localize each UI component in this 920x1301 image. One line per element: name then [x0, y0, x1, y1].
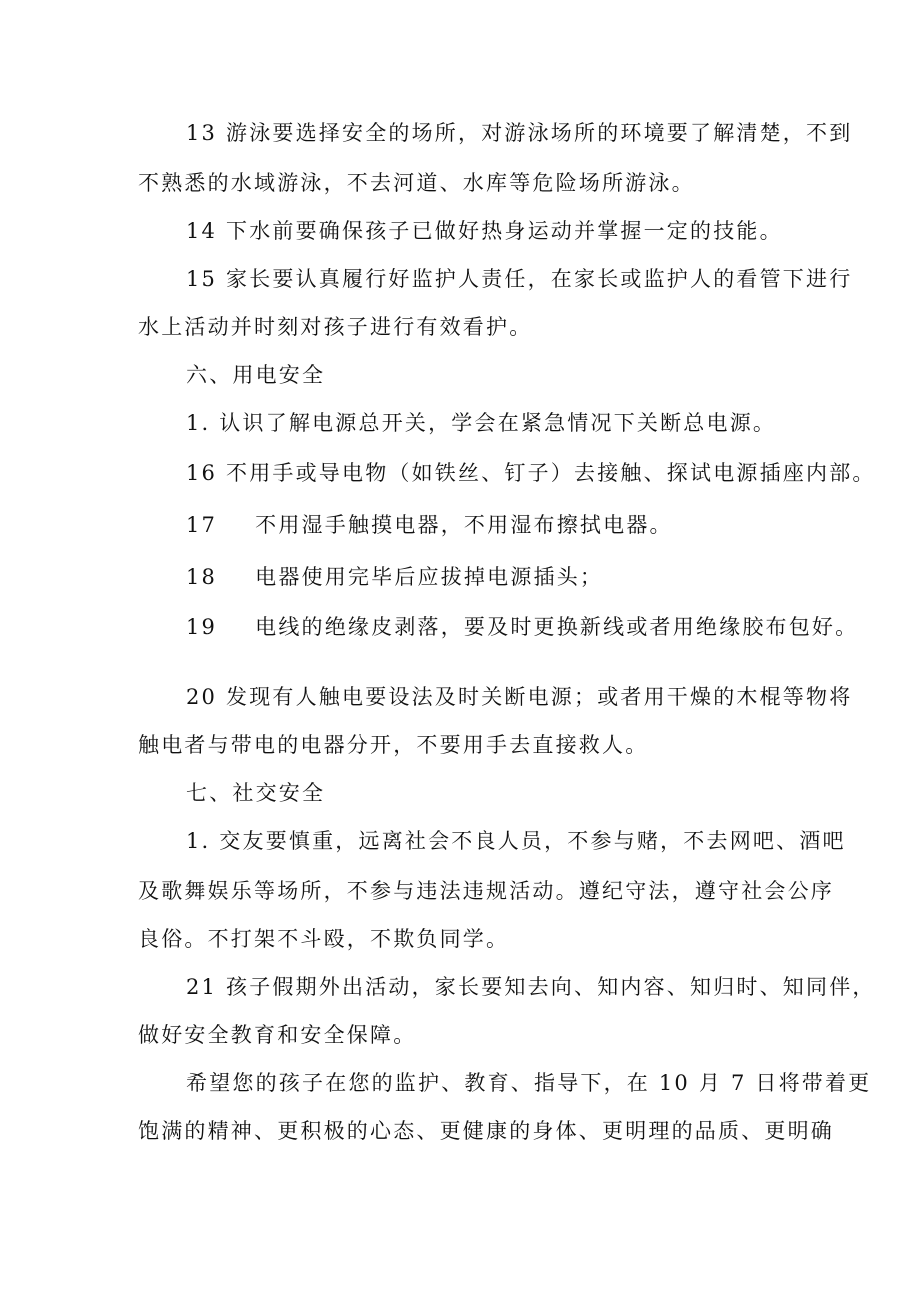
item-text-19: 电线的绝缘皮剥落，要及时更换新线或者用绝缘胶布包好。 — [255, 615, 859, 639]
paragraph-17 — [186, 512, 673, 538]
section-heading-social: 七、社交安全 — [186, 781, 326, 805]
item-text-18: 电器使用完毕后应拔掉电源插头； — [255, 565, 604, 589]
section-heading-electricity: 六、用电安全 — [186, 363, 326, 387]
closing-paragraph-line-1: 希望您的孩子在您的监护、教育、指导下，在 10 月 7 日将带着更 — [186, 1071, 872, 1095]
item-number-17: 17 — [186, 513, 218, 537]
paragraph-13-line-1: 13 游泳要选择安全的场所，对游泳场所的环境要了解清楚，不到 — [186, 121, 853, 145]
paragraph-21-line-1: 21 孩子假期外出活动，家长要知去向、知内容、知归时、知同伴， — [186, 975, 876, 999]
paragraph-social-1-line-1: 1. 交友要慎重，远离社会不良人员，不参与赌，不去网吧、酒吧 — [186, 829, 846, 853]
paragraph-electricity-1: 1. 认识了解电源总开关，学会在紧急情况下关断总电源。 — [186, 411, 777, 435]
paragraph-15-line-1: 15 家长要认真履行好监护人责任，在家长或监护人的看管下进行 — [186, 267, 853, 291]
item-number-18: 18 — [186, 565, 218, 589]
paragraph-21-line-2: 做好安全教育和安全保障。 — [138, 1023, 417, 1047]
paragraph-14: 14 下水前要确保孩子已做好热身运动并掌握一定的技能。 — [186, 219, 783, 243]
item-text-17: 不用湿手触摸电器，不用湿布擦拭电器。 — [255, 513, 673, 537]
paragraph-18 — [186, 564, 603, 590]
paragraph-16: 16 不用手或导电物（如铁丝、钉子）去接触、探试电源插座内部。 — [186, 461, 876, 485]
paragraph-13-line-2: 不熟悉的水域游泳，不去河道、水库等危险场所游泳。 — [138, 171, 695, 195]
paragraph-social-1-line-3: 良俗。不打架不斗殴，不欺负同学。 — [138, 927, 510, 951]
paragraph-social-1-line-2: 及歌舞娱乐等场所，不参与违法违规活动。遵纪守法，遵守社会公序 — [138, 879, 834, 903]
paragraph-20-line-1: 20 发现有人触电要设法及时关断电源；或者用干燥的木棍等物将 — [186, 685, 853, 709]
item-number-19: 19 — [186, 615, 218, 639]
closing-paragraph-line-2: 饱满的精神、更积极的心态、更健康的身体、更明理的品质、更明确 — [138, 1119, 834, 1143]
paragraph-15-line-2: 水上活动并时刻对孩子进行有效看护。 — [138, 315, 533, 339]
paragraph-20-line-2: 触电者与带电的电器分开，不要用手去直接救人。 — [138, 733, 649, 757]
paragraph-19 — [186, 614, 858, 640]
